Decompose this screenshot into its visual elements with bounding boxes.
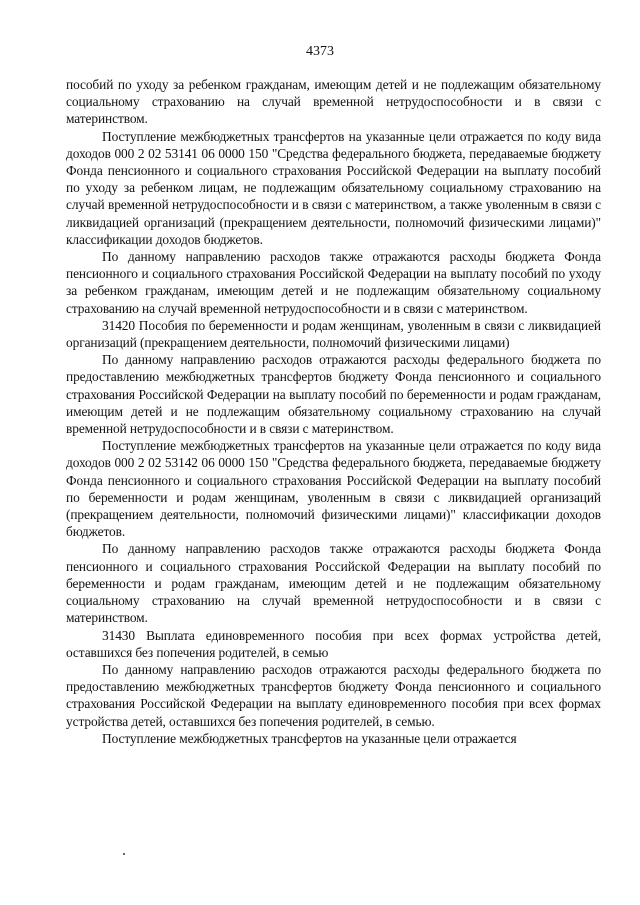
paragraph: Поступление межбюджетных трансфертов на указанные цели отражается по коду вида доходов 000 2 02 53142 06 0000 150 "Средства федерального бюджета, передаваемые бюджету Фонда пенсионного и социального страхования Российской Федерации на выплату пособий по беременности и родам женщинам, уволенным в связи с ликвидацией организаций (прекращением деятельности, полномочий физическими лицами)" классификации доходов бюджетов. <box>66 438 601 540</box>
section-heading-31420: 31420 Пособия по беременности и родам женщинам, уволенным в связи с ликвидацией организаций (прекращением деятельности, полномочий физическими лицами) <box>66 317 601 351</box>
page-number: 4373 <box>306 44 334 59</box>
paragraph-continuation: пособий по уходу за ребенком гражданам, имеющим детей и не подлежащим обязательному социальному страхованию на случай временной нетрудоспособности и в связи с материнством. <box>66 77 601 127</box>
section-heading-31430: 31430 Выплата единовременного пособия при всех формах устройства детей, оставшихся без попечения родителей, в семью <box>66 627 601 660</box>
document-body <box>66 76 601 747</box>
paragraph: По данному направлению расходов также отражаются расходы бюджета Фонда пенсионного и социального страхования Российской Федерации на выплату пособий по беременности и родам гражданам, имеющим детей и не подлежащим обязательному социальному страхованию на случай временной нетрудоспособности и в связи с материнством. <box>66 541 601 626</box>
paragraph: По данному направлению расходов отражаются расходы федерального бюджета по предоставлению межбюджетных трансфертов бюджету Фонда пенсионного и социального страхования Российской Федерации на выплату пособий по беременности и родам гражданам, имеющим детей и не подлежащим обязательному социальному страхованию на случай временной нетрудоспособности и в связи с материнством. <box>66 352 601 437</box>
scan-speck <box>123 853 125 855</box>
paragraph-truncated: Поступление межбюджетных трансфертов на указанные цели отражается <box>102 730 517 746</box>
paragraph: Поступление межбюджетных трансфертов на указанные цели отражается по коду вида доходов 000 2 02 53141 06 0000 150 "Средства федерального бюджета, передаваемые бюджету Фонда пенсионного и социального страхования Российской Федерации на выплату пособий по уходу за ребенком лицам, не подлежащим обязательному социальному страхованию на случай временной нетрудоспособности и в связи с материнством, а также уволенным в связи с ликвидацией организаций (прекращением деятельности, полномочий физическими лицами)" классификации доходов бюджетов. <box>66 128 601 247</box>
paragraph: По данному направлению расходов отражаются расходы федерального бюджета по предоставлению межбюджетных трансфертов бюджету Фонда пенсионного и социального страхования Российской Федерации на выплату единовременного пособия при всех формах устройства детей, оставшихся без попечения родителей, в семью. <box>66 661 601 729</box>
paragraph: По данному направлению расходов также отражаются расходы бюджета Фонда пенсионного и социального страхования Российской Федерации на выплату пособий по уходу за ребенком гражданам, имеющим детей и не подлежащим обязательному социальному страхованию на случай временной нетрудоспособности и в связи с материнством. <box>66 249 601 316</box>
